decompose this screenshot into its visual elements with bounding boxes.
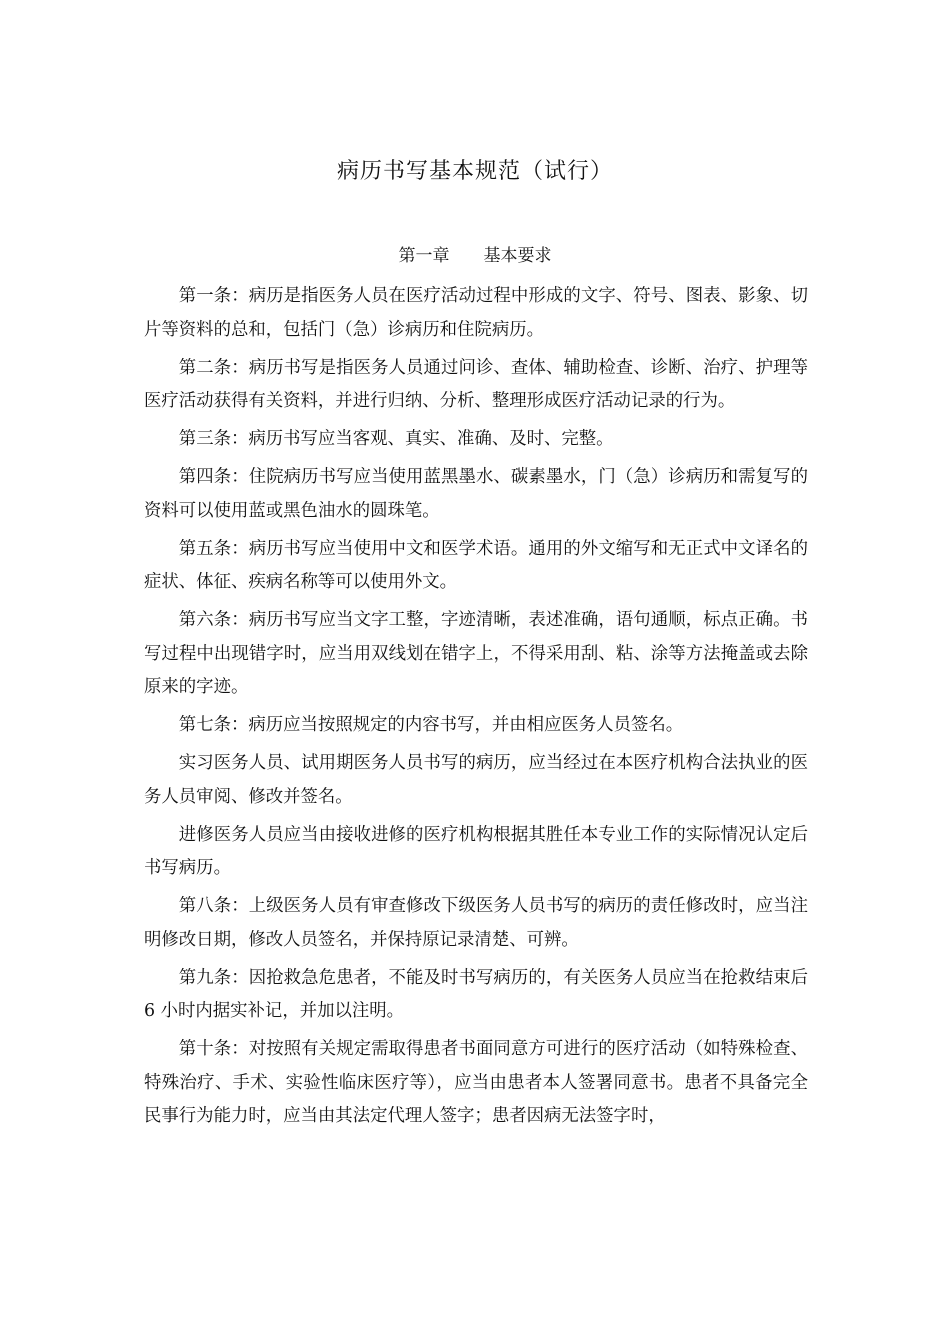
article-5: 第五条：病历书写应当使用中文和医学术语。通用的外文缩写和无正式中文译名的症状、体征、疾病名称等可以使用外文。 — [144, 538, 808, 592]
article-4: 第四条：住院病历书写应当使用蓝黑墨水、碳素墨水，门（急）诊病历和需复写的资料可以使用蓝或黑色油水的圆珠笔。 — [144, 467, 808, 521]
article-7: 第七条：病历应当按照规定的内容书写，并由相应医务人员签名。 — [178, 715, 684, 735]
article-9: 第九条：因抢救急危患者，不能及时书写病历的，有关医务人员应当在抢救结束后 6 小时内据实补记，并加以注明。 — [144, 967, 808, 1021]
article-6: 第六条：病历书写应当文字工整，字迹清晰，表述准确，语句通顺，标点正确。书写过程中出现错字时，应当用双线划在错字上，不得采用刮、粘、涂等方法掩盖或去除原来的字迹。 — [144, 610, 808, 697]
chapter-heading — [0, 243, 950, 269]
chapter-name: 基本要求 — [483, 246, 552, 266]
article-10: 第十条：对按照有关规定需取得患者书面同意方可进行的医疗活动（如特殊检查、特殊治疗、手术、实验性临床医疗等），应当由患者本人签署同意书。患者不具备完全民事行为能力时，应当由其法定代理人签字；患者因病无法签字时， — [144, 1039, 808, 1126]
article-8: 第八条：上级医务人员有审查修改下级医务人员书写的病历的责任修改时，应当注明修改日期，修改人员签名，并保持原记录清楚、可辨。 — [144, 896, 808, 950]
article-3: 第三条：病历书写应当客观、真实、准确、及时、完整。 — [178, 429, 614, 449]
article-7-clause-interns: 实习医务人员、试用期医务人员书写的病历，应当经过在本医疗机构合法执业的医务人员审阅、修改并签名。 — [144, 753, 808, 807]
document-body — [144, 280, 808, 1138]
article-1: 第一条：病历是指医务人员在医疗活动过程中形成的文字、符号、图表、影象、切片等资料的总和，包括门（急）诊病历和住院病历。 — [144, 286, 808, 340]
document-title: 病历书写基本规范（试行） — [336, 159, 613, 184]
chapter-number: 第一章 — [398, 246, 450, 266]
article-2: 第二条：病历书写是指医务人员通过问诊、查体、辅助检查、诊断、治疗、护理等医疗活动获得有关资料，并进行归纳、分析、整理形成医疗活动记录的行为。 — [144, 357, 808, 411]
article-7-clause-trainees: 进修医务人员应当由接收进修的医疗机构根据其胜任本专业工作的实际情况认定后书写病历。 — [144, 824, 808, 878]
